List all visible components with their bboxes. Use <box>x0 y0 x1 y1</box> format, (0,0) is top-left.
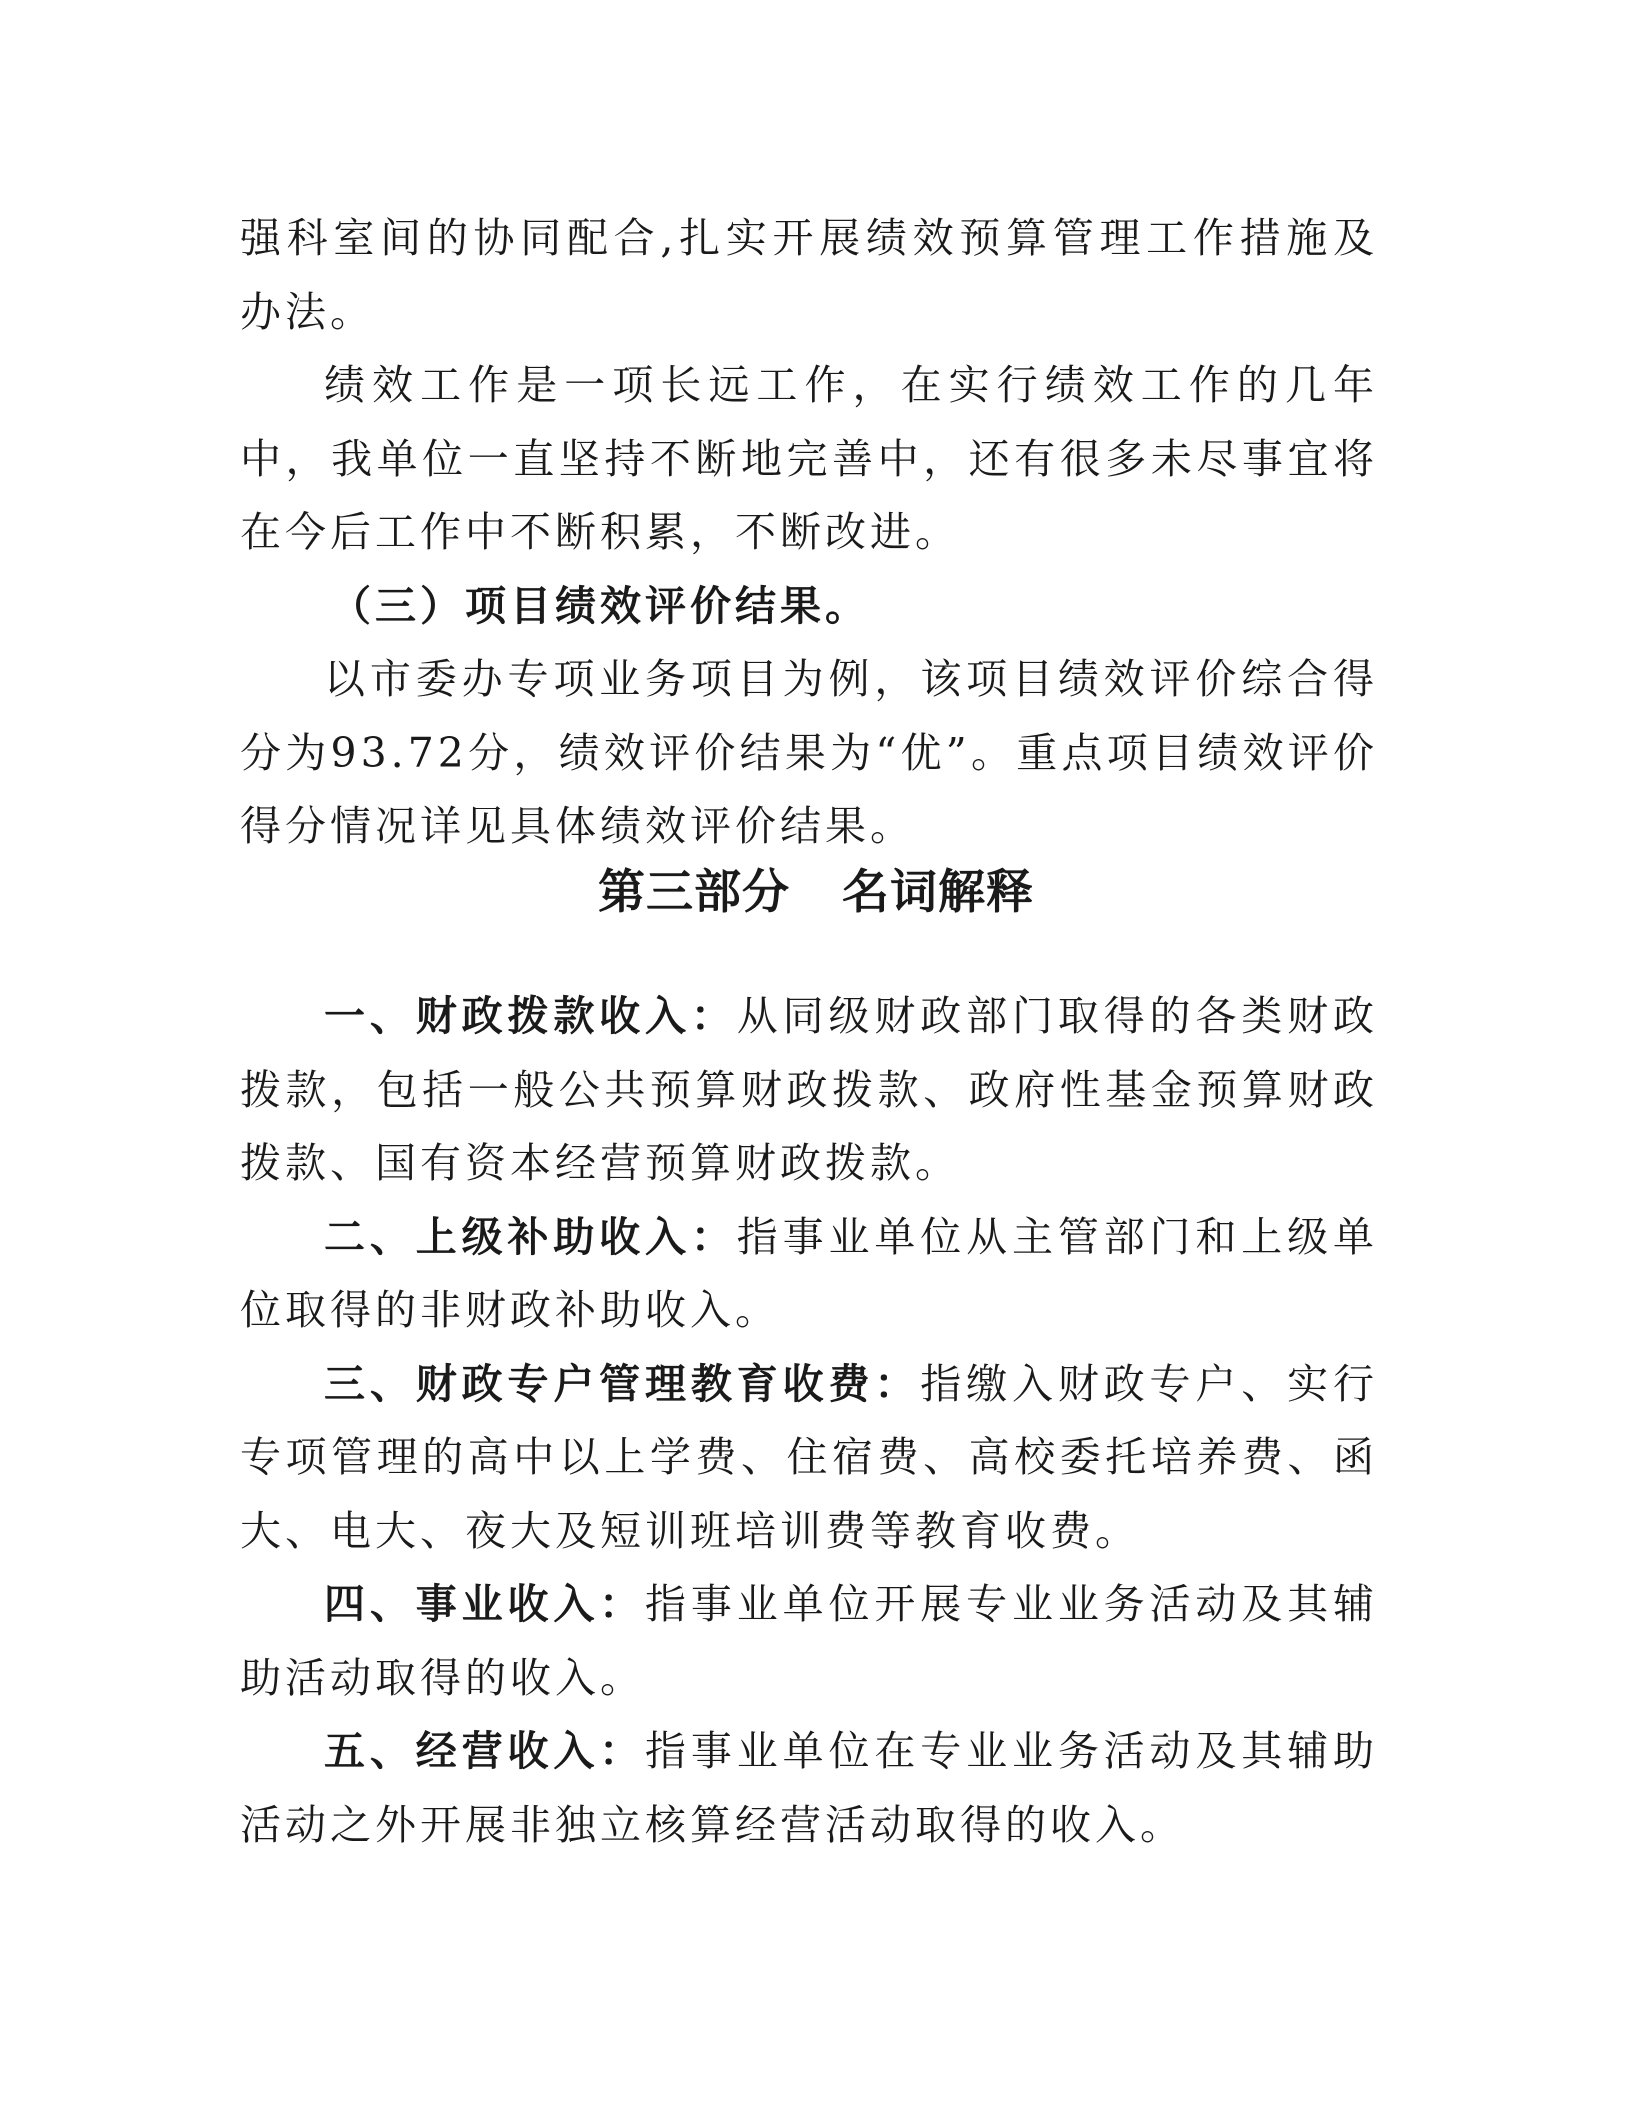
subheading-project-evaluation-result: （三）项目绩效评价结果。 <box>330 581 870 630</box>
section-title-part3 <box>0 858 1632 928</box>
glossary-term: 二、上级补助收入： <box>324 1212 737 1261</box>
glossary-definition: 指事业单位从主管部门和上级单位取得的非财政补助收入。 <box>240 1212 1379 1334</box>
glossary-term: 五、经营收入： <box>324 1727 646 1775</box>
paragraph-coordination: 强科室间的协同配合,扎实开展绩效预算管理工作措施及办法。 <box>240 214 1378 336</box>
glossary-definition: 指事业单位开展专业业务活动及其辅助活动取得的收入。 <box>240 1580 1378 1702</box>
section-title-part-number: 第三部分 <box>598 865 790 920</box>
section-title-name: 名词解释 <box>842 865 1034 920</box>
part2-tail-section <box>240 202 1378 864</box>
glossary-definition: 从同级财政部门取得的各类财政拨款，包括一般公共预算财政拨款、政府性基金预算财政拨款、国有资本经营预算财政拨款。 <box>240 992 1379 1187</box>
glossary-section <box>240 980 1378 1862</box>
glossary-item <box>240 1715 1378 1862</box>
glossary-term: 三、财政专户管理教育收费： <box>324 1359 921 1408</box>
glossary-term: 一、财政拨款收入： <box>324 992 737 1040</box>
glossary-item <box>240 1568 1378 1715</box>
glossary-item <box>240 1348 1378 1569</box>
paragraph-long-term-work: 绩效工作是一项长远工作，在实行绩效工作的几年中，我单位一直坚持不断地完善中，还有很多未尽事宜将在今后工作中不断积累，不断改进。 <box>240 361 1378 556</box>
glossary-definition: 指事业单位在专业业务活动及其辅助活动之外开展非独立核算经营活动取得的收入。 <box>240 1727 1378 1849</box>
glossary-definition: 指缴入财政专户、实行专项管理的高中以上学费、住宿费、高校委托培养费、函大、电大、夜大及短训班培训费等教育收费。 <box>240 1359 1379 1555</box>
glossary-item <box>240 1201 1378 1348</box>
paragraph-evaluation-score: 以市委办专项业务项目为例，该项目绩效评价综合得分为93.72分，绩效评价结果为“优”。重点项目绩效评价得分情况详见具体绩效评价结果。 <box>240 655 1378 850</box>
glossary-item <box>240 980 1378 1201</box>
glossary-term: 四、事业收入： <box>324 1580 646 1628</box>
